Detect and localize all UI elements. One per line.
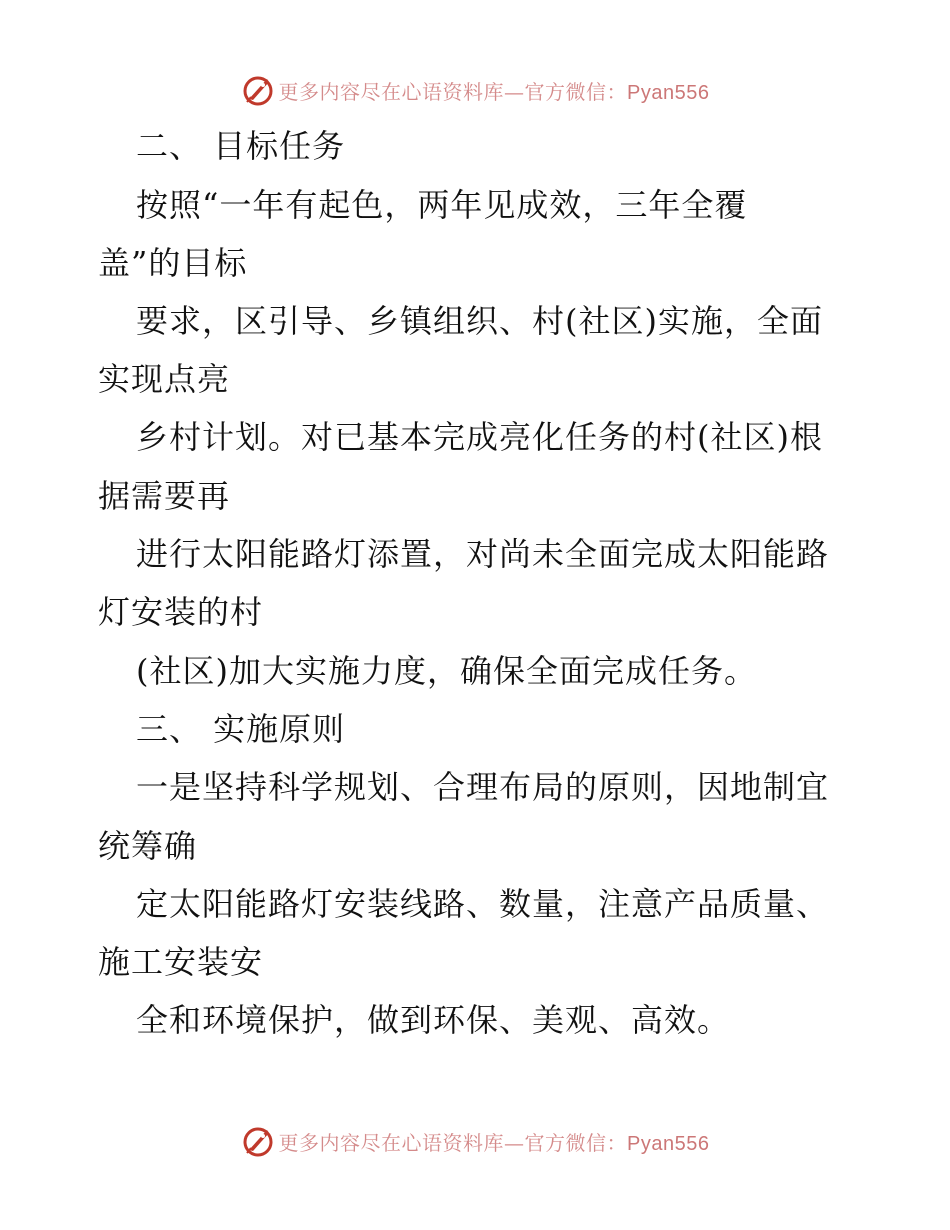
paragraph-line: 一是坚持科学规划、合理布局的原则，因地制宜 — [136, 768, 830, 806]
paragraph-line: 进行太阳能路灯添置，对尚未全面完成太阳能路 — [136, 535, 830, 573]
paragraph-line: 据需要再 — [98, 477, 231, 515]
watermark-wechat-id: Pyan556 — [627, 1132, 710, 1155]
paragraph-line: 按照“一年有起色，两年见成效，三年全覆 — [136, 186, 748, 224]
section-heading-goals: 二、 目标任务 — [136, 127, 346, 165]
paragraph-line: 统筹确 — [98, 827, 198, 865]
paragraph-line: 灯安装的村 — [98, 593, 264, 631]
paragraph-line: 定太阳能路灯安装线路、数量，注意产品质量、 — [136, 885, 830, 923]
paragraph-line: 施工安装安 — [98, 943, 264, 981]
paragraph-line: 要求，区引导、乡镇组织、村(社区)实施，全面 — [136, 302, 823, 340]
watermark-text-cn: 更多内容尽在心语资料库—官方微信： — [278, 79, 628, 104]
paragraph-line: 盖”的目标 — [98, 244, 248, 282]
paragraph-line: 实现点亮 — [98, 360, 231, 398]
watermark-text-cn: 更多内容尽在心语资料库—官方微信： — [278, 1130, 628, 1155]
paragraph-line: (社区)加大实施力度，确保全面完成任务。 — [136, 652, 757, 690]
section-heading-principles: 三、 实施原则 — [136, 710, 346, 748]
footer-watermark — [0, 1121, 950, 1161]
watermark-text — [279, 1127, 710, 1156]
paragraph-line: 全和环境保护，做到环保、美观、高效。 — [136, 1001, 731, 1039]
watermark-wechat-id: Pyan556 — [627, 81, 710, 104]
quill-logo-icon — [241, 1124, 275, 1158]
paragraph-line: 乡村计划。对已基本完成亮化任务的村(社区)根 — [136, 418, 823, 456]
